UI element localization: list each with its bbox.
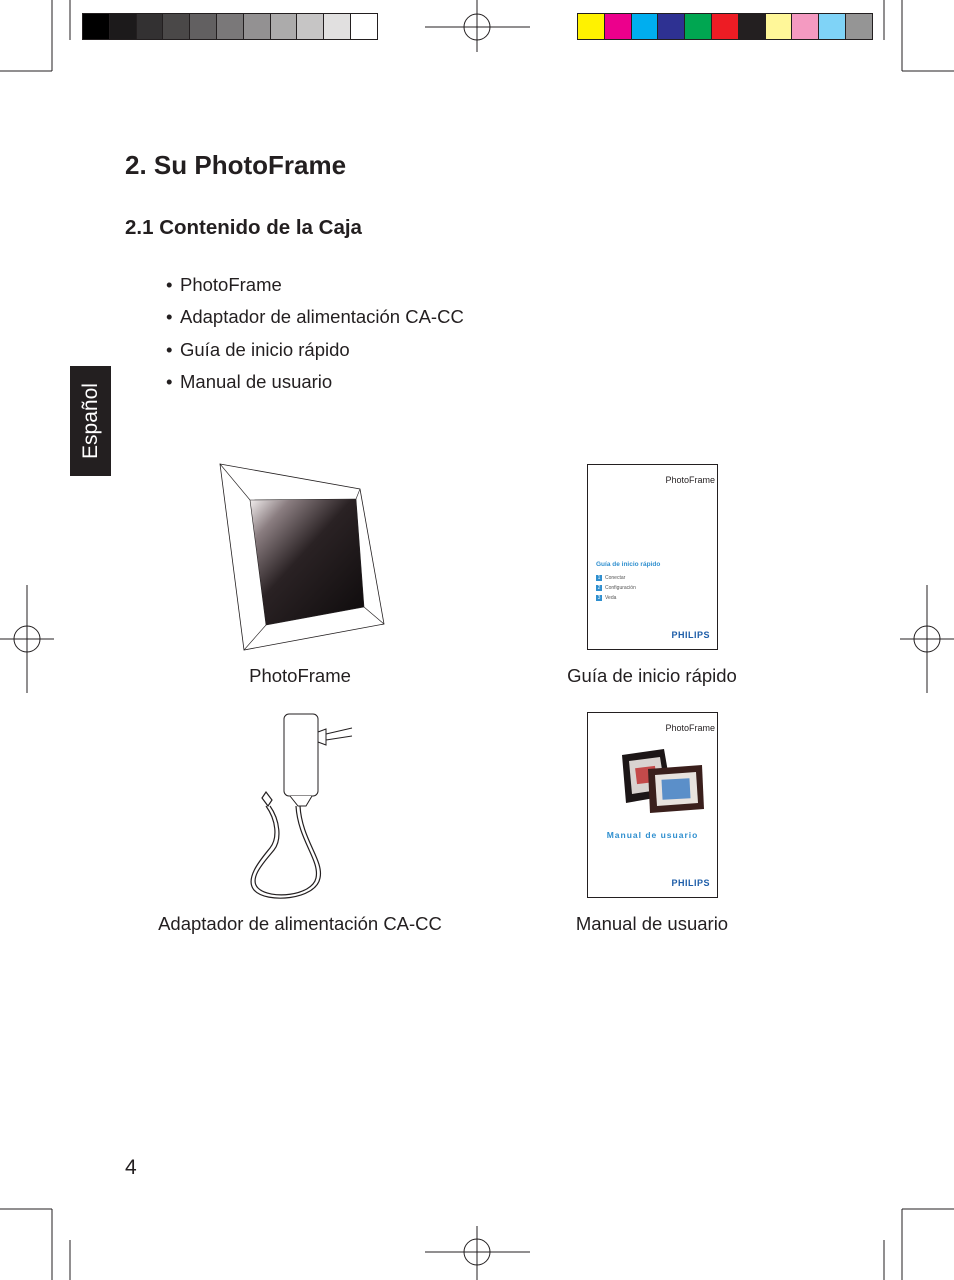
color-swatch xyxy=(657,13,685,40)
list-item: • Manual de usuario xyxy=(166,366,464,398)
language-tab xyxy=(70,366,111,476)
quickstart-product-name: PhotoFrame xyxy=(665,475,715,485)
color-swatch xyxy=(791,13,819,40)
adapter-caption: Adaptador de alimentación CA-CC xyxy=(158,913,442,934)
quickstart-guide-cover xyxy=(587,464,718,650)
quickstart-step: 1 Conectar xyxy=(597,575,626,581)
philips-logo: PHILIPS xyxy=(671,630,710,640)
section-heading: 2.1 Contenido de la Caja xyxy=(125,216,362,239)
color-swatch xyxy=(604,13,632,40)
color-swatch xyxy=(82,13,110,40)
quickstart-heading: Guía de inicio rápido xyxy=(596,561,661,568)
photoframe-caption: PhotoFrame xyxy=(249,665,351,686)
photoframes-photo xyxy=(616,747,706,817)
color-swatch xyxy=(765,13,793,40)
manual-heading: Manual de usuario xyxy=(606,830,699,840)
box-contents-list xyxy=(166,269,464,398)
user-manual-cover xyxy=(587,712,718,898)
color-swatch xyxy=(136,13,164,40)
color-swatch xyxy=(216,13,244,40)
philips-logo: PHILIPS xyxy=(671,878,710,888)
color-swatch xyxy=(323,13,351,40)
photoframe-illustration xyxy=(218,462,386,652)
color-swatch xyxy=(243,13,271,40)
color-swatch xyxy=(162,13,190,40)
color-swatch xyxy=(711,13,739,40)
page-number: 4 xyxy=(125,1156,137,1179)
color-swatch xyxy=(845,13,873,40)
color-swatch xyxy=(631,13,659,40)
color-swatch xyxy=(350,13,378,40)
quickstart-caption: Guía de inicio rápido xyxy=(567,665,737,686)
manual-product-name: PhotoFrame xyxy=(665,723,715,733)
list-item: • PhotoFrame xyxy=(166,269,464,301)
color-swatch xyxy=(738,13,766,40)
color-swatch xyxy=(189,13,217,40)
color-swatch xyxy=(109,13,137,40)
list-item: • Adaptador de alimentación CA-CC xyxy=(166,301,464,333)
quickstart-step: 3 Veda xyxy=(597,595,617,601)
color-swatch xyxy=(684,13,712,40)
quickstart-step: 2 Configuración xyxy=(597,585,636,591)
page-title: 2. Su PhotoFrame xyxy=(125,150,347,180)
color-swatch xyxy=(577,13,605,40)
power-adapter-illustration xyxy=(240,710,360,902)
language-tab-label: Español xyxy=(78,383,102,459)
color-swatch xyxy=(296,13,324,40)
color-swatch xyxy=(818,13,846,40)
manual-caption: Manual de usuario xyxy=(575,913,729,934)
color-swatch xyxy=(270,13,298,40)
list-item: • Guía de inicio rápido xyxy=(166,334,464,366)
